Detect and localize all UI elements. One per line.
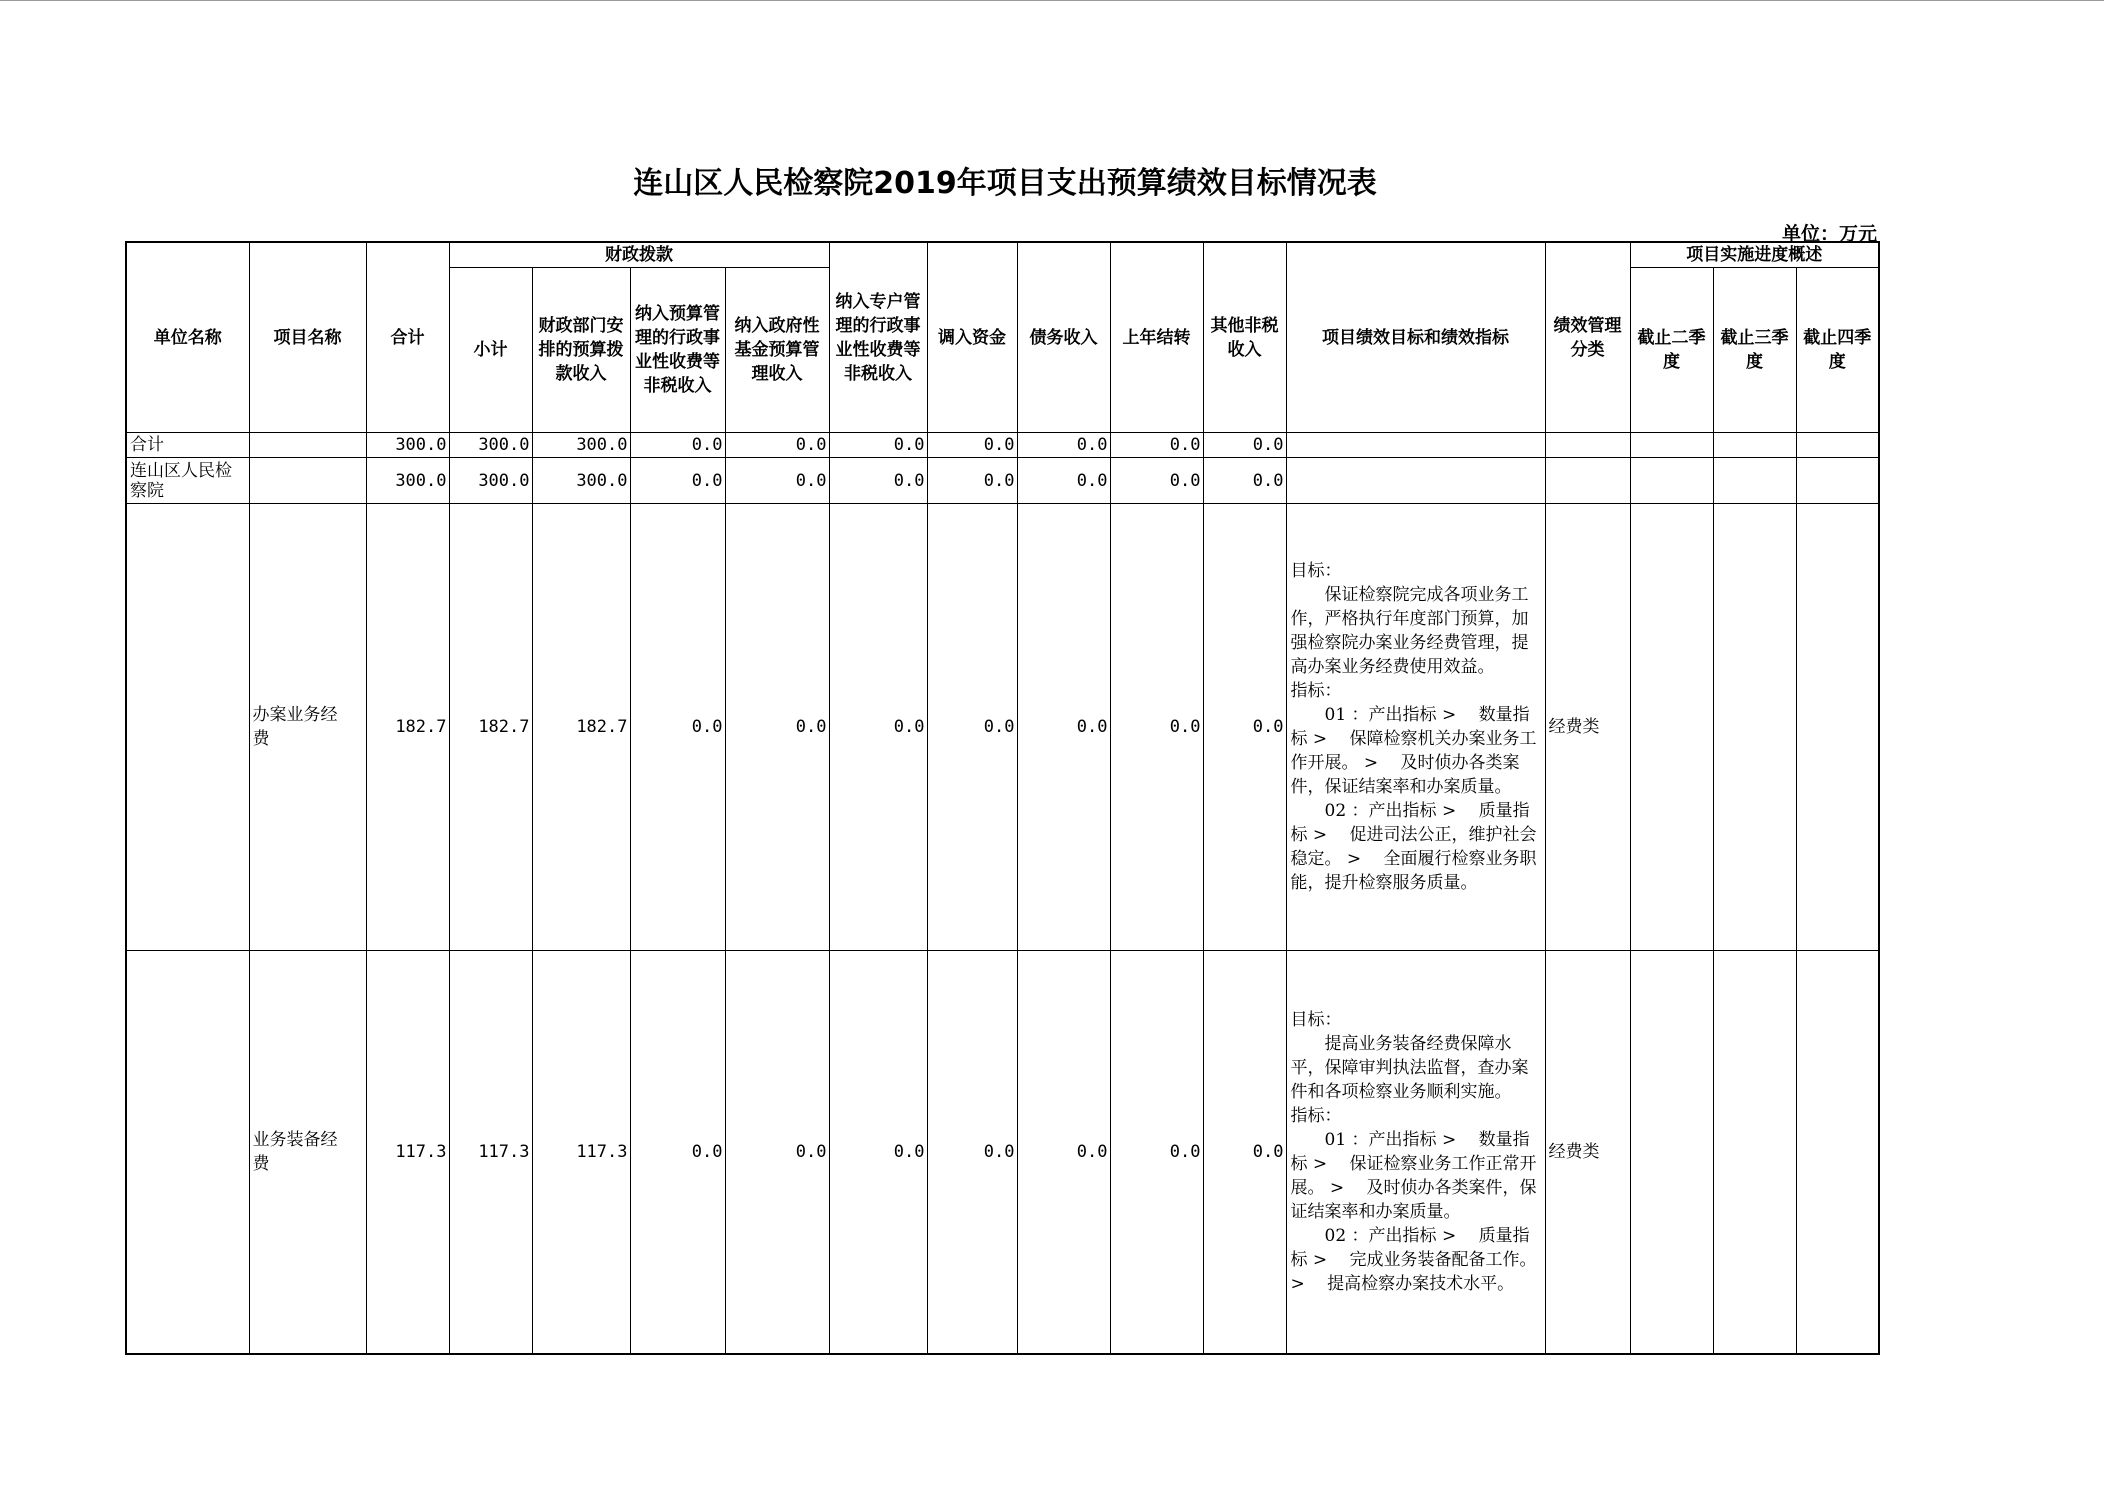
cell-gov-fund: 0.0 (725, 504, 829, 951)
cell-q4 (1796, 458, 1879, 504)
page-top-border (0, 0, 2104, 1)
cell-total: 117.3 (366, 951, 449, 1354)
cell-special-account: 0.0 (829, 433, 927, 458)
cell-total: 300.0 (366, 458, 449, 504)
cell-transfer: 0.0 (927, 951, 1017, 1354)
cell-budget-nontax: 0.0 (630, 433, 725, 458)
cell-fiscal-dept: 117.3 (532, 951, 630, 1354)
header-unit-name: 单位名称 (126, 242, 249, 433)
table-row (126, 951, 1879, 1354)
header-other-nontax: 其他非税收入 (1203, 242, 1286, 433)
cell-category (1545, 433, 1630, 458)
cell-budget-nontax: 0.0 (630, 951, 725, 1354)
budget-table (125, 241, 1880, 1355)
cell-project (249, 433, 366, 458)
cell-carryover: 0.0 (1110, 458, 1203, 504)
cell-q2 (1630, 433, 1713, 458)
cell-debt: 0.0 (1017, 433, 1110, 458)
table-row (126, 433, 1879, 458)
cell-q3 (1713, 951, 1796, 1354)
cell-debt: 0.0 (1017, 951, 1110, 1354)
cell-gov-fund: 0.0 (725, 951, 829, 1354)
header-debt: 债务收入 (1017, 242, 1110, 433)
cell-q3 (1713, 504, 1796, 951)
cell-special-account: 0.0 (829, 504, 927, 951)
cell-carryover: 0.0 (1110, 504, 1203, 951)
cell-subtotal: 182.7 (449, 504, 532, 951)
cell-goals (1286, 433, 1545, 458)
cell-debt: 0.0 (1017, 458, 1110, 504)
header-progress-group: 项目实施进度概述 (1630, 242, 1879, 268)
cell-other-nontax: 0.0 (1203, 951, 1286, 1354)
cell-q2 (1630, 951, 1713, 1354)
cell-project: 业务装备经费 (249, 951, 366, 1354)
table-row (126, 458, 1879, 504)
header-goals: 项目绩效目标和绩效指标 (1286, 242, 1545, 433)
cell-fiscal-dept: 182.7 (532, 504, 630, 951)
cell-unit (126, 504, 249, 951)
cell-subtotal: 300.0 (449, 433, 532, 458)
cell-special-account: 0.0 (829, 458, 927, 504)
cell-category: 经费类 (1545, 504, 1630, 951)
cell-q3 (1713, 433, 1796, 458)
cell-total: 182.7 (366, 504, 449, 951)
cell-budget-nontax: 0.0 (630, 458, 725, 504)
cell-q4 (1796, 951, 1879, 1354)
cell-goals (1286, 458, 1545, 504)
header-q3: 截止三季度 (1713, 268, 1796, 433)
header-project-name: 项目名称 (249, 242, 366, 433)
cell-project: 办案业务经费 (249, 504, 366, 951)
cell-q3 (1713, 458, 1796, 504)
header-q2: 截止二季度 (1630, 268, 1713, 433)
cell-project (249, 458, 366, 504)
cell-fiscal-dept: 300.0 (532, 458, 630, 504)
cell-gov-fund: 0.0 (725, 458, 829, 504)
header-carryover: 上年结转 (1110, 242, 1203, 433)
cell-subtotal: 300.0 (449, 458, 532, 504)
cell-carryover: 0.0 (1110, 951, 1203, 1354)
cell-q2 (1630, 458, 1713, 504)
cell-goals: 目标： 提高业务装备经费保障水平，保障审判执法监督，查办案件和各项检察业务顺利实施。 指标： 01 ：产出指标 > 数量指标 > 保证检察业务工作正常开展。 > 及时侦办各类案件，保证结案率和办案质量。 02 ：产出指标 > 质量指标 > 完成业务装备配备工作。 > 提高检察办案技术水平。 (1286, 951, 1545, 1354)
cell-goals: 目标： 保证检察院完成各项业务工作，严格执行年度部门预算，加强检察院办案业务经费管理，提高办案业务经费使用效益。 指标： 01 ：产出指标 > 数量指标 > 保障检察机关办案业务工作开展。 > 及时侦办各类案件，保证结案率和办案质量。 02 ：产出指标 > 质量指标 > 促进司法公正，维护社会稳定。 > 全面履行检察业务职能，提升检察服务质量。 (1286, 504, 1545, 951)
header-gov-fund: 纳入政府性基金预算管理收入 (725, 268, 829, 433)
header-fiscal-group: 财政拨款 (449, 242, 829, 268)
header-q4: 截止四季度 (1796, 268, 1879, 433)
cell-budget-nontax: 0.0 (630, 504, 725, 951)
cell-debt: 0.0 (1017, 504, 1110, 951)
header-budget-nontax: 纳入预算管理的行政事业性收费等非税收入 (630, 268, 725, 433)
unit-label: 单位：万元 (1781, 223, 1877, 245)
cell-unit (126, 951, 249, 1354)
cell-q4 (1796, 433, 1879, 458)
header-subtotal: 小计 (449, 268, 532, 433)
cell-transfer: 0.0 (927, 458, 1017, 504)
cell-q2 (1630, 504, 1713, 951)
cell-fiscal-dept: 300.0 (532, 433, 630, 458)
cell-special-account: 0.0 (829, 951, 927, 1354)
cell-gov-fund: 0.0 (725, 433, 829, 458)
header-special-account: 纳入专户管理的行政事业性收费等非税收入 (829, 242, 927, 433)
table-row (126, 504, 1879, 951)
header-fiscal-dept: 财政部门安排的预算拨款收入 (532, 268, 630, 433)
cell-category (1545, 458, 1630, 504)
header-total: 合计 (366, 242, 449, 433)
cell-unit: 连山区人民检察院 (126, 458, 249, 504)
page-title: 连山区人民检察院2019年项目支出预算绩效目标情况表 (633, 166, 1377, 201)
header-transfer: 调入资金 (927, 242, 1017, 433)
cell-subtotal: 117.3 (449, 951, 532, 1354)
cell-category: 经费类 (1545, 951, 1630, 1354)
cell-unit: 合计 (126, 433, 249, 458)
header-category: 绩效管理分类 (1545, 242, 1630, 433)
cell-total: 300.0 (366, 433, 449, 458)
cell-q4 (1796, 504, 1879, 951)
cell-carryover: 0.0 (1110, 433, 1203, 458)
cell-other-nontax: 0.0 (1203, 458, 1286, 504)
cell-transfer: 0.0 (927, 504, 1017, 951)
cell-other-nontax: 0.0 (1203, 433, 1286, 458)
cell-transfer: 0.0 (927, 433, 1017, 458)
cell-other-nontax: 0.0 (1203, 504, 1286, 951)
